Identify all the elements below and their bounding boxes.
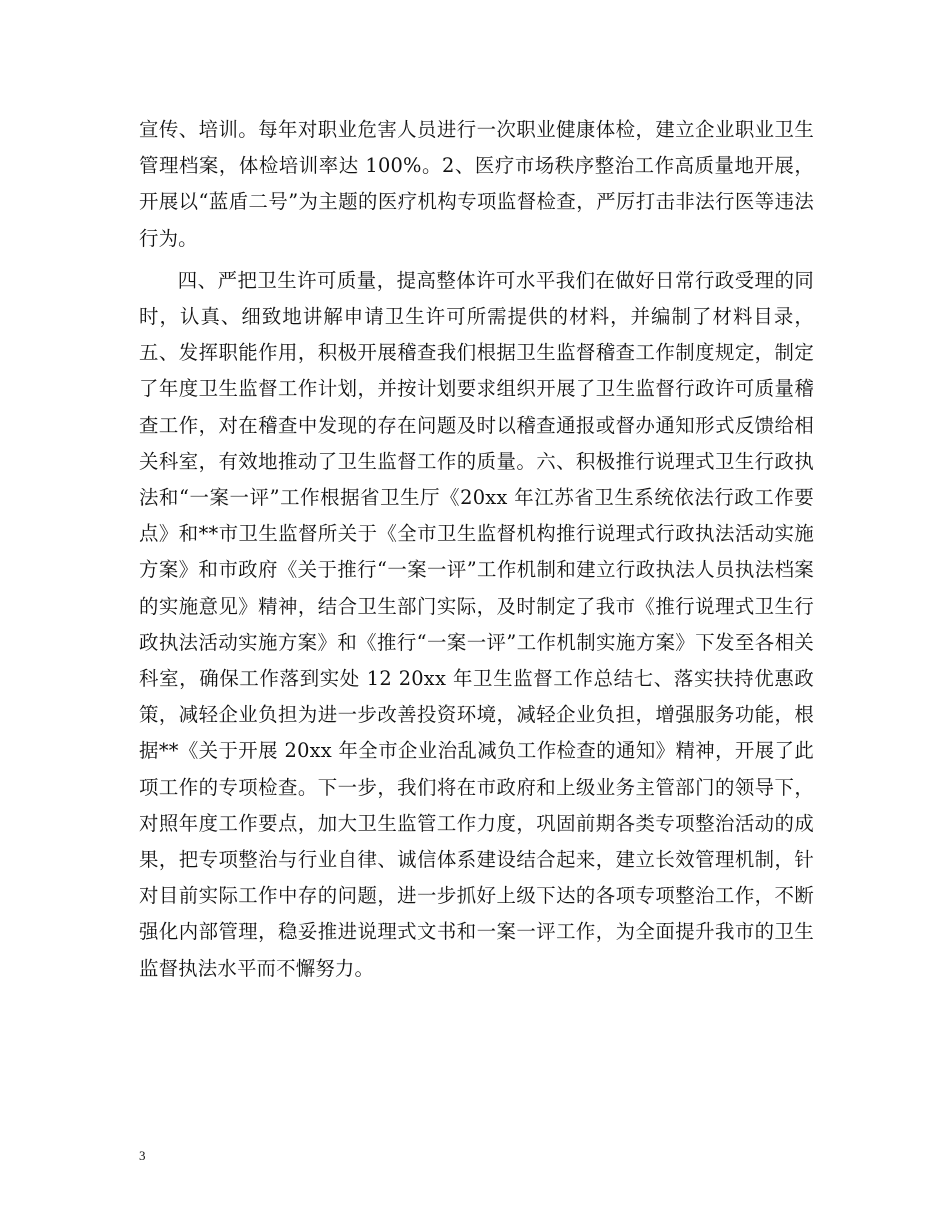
paragraph-2: 四、严把卫生许可质量，提高整体许可水平我们在做好日常行政受理的同时，认真、细致地讲解申请卫生许可所需提供的材料，并编制了材料目录，五、发挥职能作用，积极开展稽查我们根据卫生监督稽查工作制度规定，制定了年度卫生监督工作计划，并按计划要求组织开展了卫生监督行政许可质量稽查工作，对在稽查中发现的存在问题及时以稽查通报或督办通知形式反馈给相关科室，有效地推动了卫生监督工作的质量。六、积极推行说理式卫生行政执法和“一案一评”工作根据省卫生厅《20xx 年江苏省卫生系统依法行政工作要点》和**市卫生监督所关于《全市卫生监督机构推行说理式行政执法活动实施方案》和市政府《关于推行“一案一评”工作机制和建立行政执法人员执法档案的实施意见》精神，结合卫生部门实际，及时制定了我市《推行说理式卫生行政执法活动实施方案》和《推行“一案一评”工作机制实施方案》下发至各相关科室，确保工作落到实处 12 20xx 年卫生监督工作总结七、落实扶持优惠政策，减轻企业负担为进一步改善投资环境，减轻企业负担，增强服务功能，根据**《关于开展 20xx 年全市企业治乱减负工作检查的通知》精神，开展了此项工作的专项检查。下一步，我们将在市政府和上级业务主管部门的领导下，对照年度工作要点，加大卫生监管工作力度，巩固前期各类专项整治活动的成果，把专项整治与行业自律、诚信体系建设结合起来，建立长效管理机制，针对目前实际工作中存的问题，进一步抓好上级下达的各项专项整治工作，不断强化内部管理，稳妥推进说理式文书和一案一评工作，为全面提升我市的卫生监督执法水平而不懈努力。 [139,268,814,980]
document-body [139,112,814,987]
page-number: 3 [139,1148,146,1163]
paragraph-1: 宣传、培训。每年对职业危害人员进行一次职业健康体检，建立企业职业卫生管理档案，体检培训率达 100%。2、医疗市场秩序整治工作高质量地开展，开展以“蓝盾二号”为主题的医疗机构专项监督检查，严厉打击非法行医等违法行为。 [139,118,814,250]
